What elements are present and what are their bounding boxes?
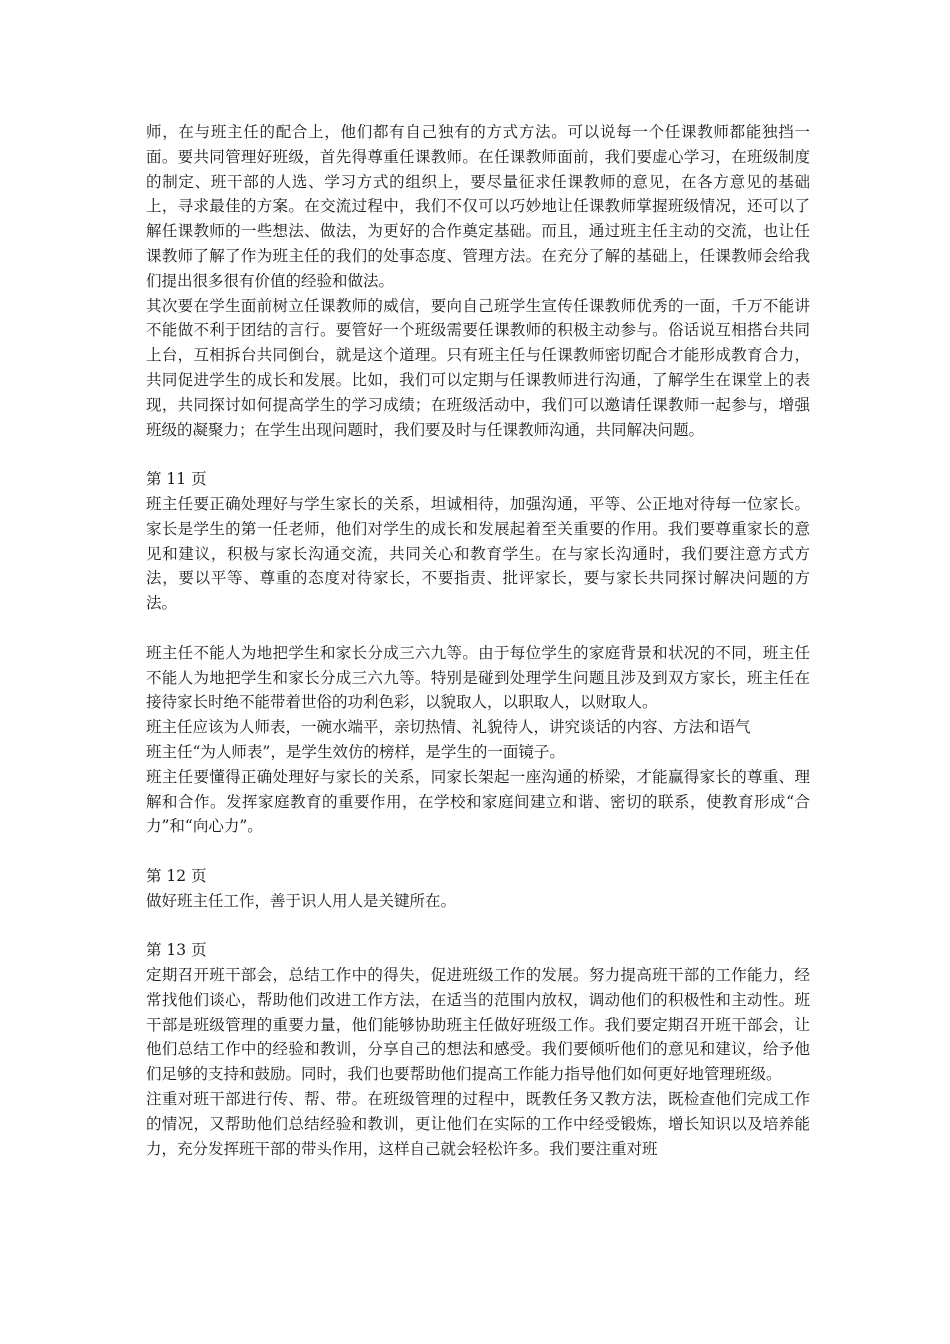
paragraph: 班主任“为人师表”，是学生效仿的榜样，是学生的一面镜子。	[146, 742, 565, 761]
paragraph: 注重对班干部进行传、帮、带。在班级管理的过程中，既教任务又教方法，既检查他们完成工作的情况，又帮助他们总结经验和教训，更让他们在实际的工作中经受锻炼，增长知识以及培养能力，充分发挥班干部的带头作用，这样自己就会轻松许多。我们要注重对班	[146, 1090, 810, 1158]
page-number-label: 第 11 页	[146, 470, 207, 489]
page-number-label: 第 13 页	[146, 941, 207, 960]
blank-line	[146, 616, 810, 641]
paragraph: 班主任要正确处理好与学生家长的关系，坦诚相待，加强沟通，平等、公正地对待每一位家长。家长是学生的第一任老师，他们对学生的成长和发展起着至关重要的作用。我们要尊重家长的意见和建议，积极与家长沟通交流，共同关心和教育学生。在与家长沟通时，我们要注意方式方法，要以平等、尊重的态度对待家长，不要指责、批评家长，要与家长共同探讨解决问题的方法。	[146, 494, 810, 613]
paragraph: 班主任要懂得正确处理好与家长的关系，同家长架起一座沟通的桥梁，才能赢得家长的尊重、理解和合作。发挥家庭教育的重要作用，在学校和家庭间建立和谐、密切的联系，使教育形成“合力”和“向心力”。	[146, 767, 810, 836]
blank-line	[146, 839, 810, 864]
paragraph: 定期召开班干部会，总结工作中的得失，促进班级工作的发展。努力提高班干部的工作能力，经常找他们谈心，帮助他们改进工作方法，在适当的范围内放权，调动他们的积极性和主动性。班干部是班级管理的重要力量，他们能够协助班主任做好班级工作。我们要定期召开班干部会，让他们总结工作中的经验和教训，分享自己的想法和感受。我们要倾听他们的意见和建议，给予他们足够的支持和鼓励。同时，我们也要帮助他们提高工作能力指导他们如何更好地管理班级。	[146, 966, 810, 1084]
paragraph: 师，在与班主任的配合上，他们都有自己独有的方式方法。可以说每一个任课教师都能独挡一面。要共同管理好班级，首先得尊重任课教师。在任课教师面前，我们要虚心学习，在班级制度的制定、班干部的人选、学习方式的组织上，要尽量征求任课教师的意见，在各方意见的基础上，寻求最佳的方案。在交流过程中，我们不仅可以巧妙地让任课教师掌握班级情况，还可以了解任课教师的一些想法、做法，为更好的合作奠定基础。而且，通过班主任主动的交流，也让任课教师了解了作为班主任的我们的处事态度、管理方法。在充分了解的基础上，任课教师会给我们提出很多很有价值的经验和做法。	[146, 123, 810, 290]
document-body	[146, 120, 810, 1161]
blank-line	[146, 914, 810, 939]
blank-line	[146, 442, 810, 467]
paragraph: 其次要在学生面前树立任课教师的威信，要向自己班学生宣传任课教师优秀的一面，千万不能讲不能做不利于团结的言行。要管好一个班级需要任课教师的积极主动参与。俗话说互相搭台共同上台，互相拆台共同倒台，就是这个道理。只有班主任与任课教师密切配合才能形成教育合力，共同促进学生的成长和发展。比如，我们可以定期与任课教师进行沟通，了解学生在课堂上的表现，共同探讨如何提高学生的学习成绩；在班级活动中，我们可以邀请任课教师一起参与，增强班级的凝聚力；在学生出现问题时，我们要及时与任课教师沟通，共同解决问题。	[146, 296, 810, 439]
paragraph: 班主任不能人为地把学生和家长分成三六九等。由于每位学生的家庭背景和状况的不同，班主任不能人为地把学生和家长分成三六九等。特别是碰到处理学生问题且涉及到双方家长，班主任在接待家长时绝不能带着世俗的功利色彩，以貌取人，以职取人，以财取人。	[146, 643, 810, 712]
paragraph: 班主任应该为人师表，一碗水端平，亲切热情、礼貌待人，讲究谈话的内容、方法和语气	[146, 718, 751, 737]
paragraph: 做好班主任工作，善于识人用人是关键所在。	[146, 891, 457, 910]
page-number-label: 第 12 页	[146, 866, 207, 885]
